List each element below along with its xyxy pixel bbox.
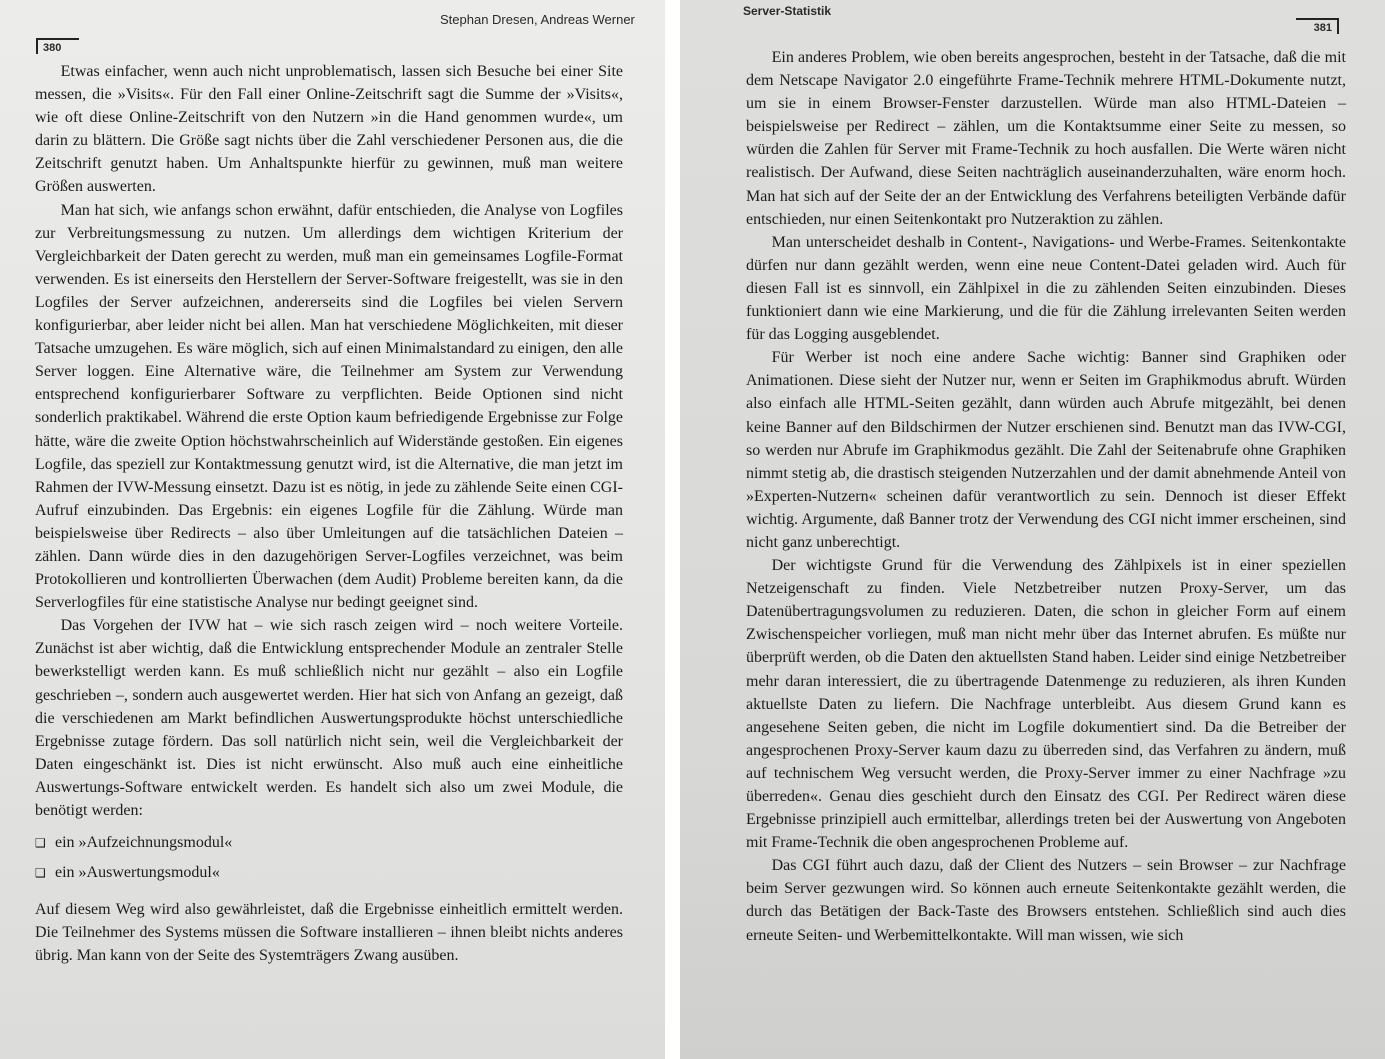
square-bullet-icon: ❑ [35, 836, 46, 851]
paragraph: Man unterscheidet deshalb in Content-, Navigations- und Werbe-Frames. Seitenkontakte dürfen nur dann gezählt werden, wenn eine neue Content-Datei geladen wird. Auch für diesen Fall ist es sinnvoll, ein Zählpixel in die zu zählenden Seiten einzubinden. Dieses funktioniert dann wie eine Markierung, und die für die Zählung irrelevanten Seiten werden für das Logging ausgeblendet. [746, 233, 1346, 344]
paragraph: Etwas einfacher, wenn auch nicht unproblematisch, lassen sich Besuche bei einer Site messen, die »Visits«. Für den Fall einer Online-Zeitschrift sagt die Summe der »Visits«, wie oft diese Online-Zeitschrift von den Nutzern »in die Hand genommen wurde«, um darin zu blättern. Die Größe sagt nichts über die Zahl verschiedener Personen aus, die die Zeitschrift genutzt haben. Um Anhaltspunkte hierfür zu gewinnen, muß man weitere Größen auswerten. [35, 63, 623, 196]
paragraph: Das Vorgehen der IVW hat – wie sich rasch zeigen wird – noch weitere Vorteile. Zunächst ist aber wichtig, daß die Entwicklung entsprechender Module an zentraler Stelle bewerkstelligt werden kann. Es muß schließlich nicht nur gezählt – also ein Logfile geschrieben –, sondern auch ausgewertet werden. Hier hat sich von Anfang an gezeigt, daß die verschiedenen am Markt befindlichen Auswertungsprodukte höchst unterschiedliche Ergebnisse zutage fördern. Das soll natürlich nicht sein, weil die Vergleichbarkeit der Daten eingeschänkt ist. Dies ist nicht erwünscht. Also muß auch eine einheitliche Auswertungs-Software entwickelt werden. Es handelt sich also um zwei Module, die benötigt werden: [35, 617, 623, 819]
square-bullet-icon: ❑ [35, 866, 46, 881]
left-page [0, 0, 665, 1059]
paragraph: Das CGI führt auch dazu, daß der Client des Nutzers – sein Browser – zur Nachfrage beim Server gezwungen wird. So können auch erneute Seitenkontakte gezählt werden, die durch das Betätigen der Back-Taste des Browsers entstehen. Schließlich sind auch dies erneute Seiten- und Werbemittelkontakte. Will man wissen, wie sich [746, 857, 1346, 944]
running-head-left: Stephan Dresen, Andreas Werner [440, 12, 635, 27]
list-item [35, 858, 623, 888]
paragraph: Man hat sich, wie anfangs schon erwähnt, dafür entschieden, die Analyse von Logfiles zur Verbreitungsmessung zu nutzen. Um allerdings dem wichtigen Kriterium der Vergleichbarkeit der Daten gerecht zu werden, muß man ein gemeinsames Logfile-Format verwenden. Es ist einerseits den Herstellern der Server-Software freigestellt, was sie in den Logfiles der Server aufzeichnen, andererseits sind die Logfiles bei vielen Servern konfigurierbar, aber leider nicht bei allen. Man hat verschiedene Möglichkeiten, mit dieser Tatsache umzugehen. Es wäre möglich, sich auf einen Minimalstandard zu einigen, den alle Server loggen. Eine Alternative wäre, die Teilnehmer am System zur Verwendung entsprechend konfigurierbarer Software zu verpflichten. Beide Optionen sind nicht sonderlich praktikabel. Während die erste Option kaum befriedigende Ergebnisse zur Folge hätte, wäre die zweite Option höchstwahrscheinlich auf Widerstände gestoßen. Ein eigenes Logfile, das speziell zur Kontaktmessung genutzt wird, ist die Alternative, die man jetzt im Rahmen der IVW-Messung einsetzt. Dazu ist es nötig, in jede zu zählende Seite einen CGI-Aufruf einzubinden. Das Ergebnis: ein eigenes Logfile für die Zählung. Würde man beispielsweise über Redirects – also über Umleitungen auf die tatsächlichen Dateien – zählen. Dann würde dies in den dazugehörigen Server-Logfiles verzeichnet, was beim Protokollieren und kontrollierten Überwachen (dem Audit) Probleme bereiten kann, da die Serverlogfiles für eine statistische Analyse nur bedingt geeignet sind. [35, 201, 623, 612]
paragraph: Für Werber ist noch eine andere Sache wichtig: Banner sind Graphiken oder Animationen. Diese sieht der Nutzer nur, wenn er Seiten im Graphikmodus abruft. Würden also einfach alle HTML-Seiten gezählt, dann würden auch Abrufe mitgezählt, bei denen keine Banner auf den Bildschirmen der Nutzer erschienen sind. Benutzt man das IVW-CGI, so werden nur Abrufe im Graphikmodus gezählt. Die Zahl der Seitenabrufe ohne Graphiken nimmt stetig ab, die drastisch steigenden Nutzerzahlen und der damit abnehmende Anteil von »Experten-Nutzern« scheinen dafür verantwortlich zu sein. Dennoch ist dieser Effekt wichtig. Argumente, daß Banner trotz der Verwendung des CGI nicht immer erscheinen, sind nicht ganz unberechtigt. [746, 349, 1346, 551]
module-list [35, 828, 623, 888]
right-page [680, 0, 1385, 1059]
list-item [35, 828, 623, 858]
running-head-right: Server-Statistik [743, 4, 832, 18]
page-number-right: 381 [1296, 18, 1339, 34]
paragraph: Ein anderes Problem, wie oben bereits angesprochen, besteht in der Tatsache, daß die mit dem Netscape Navigator 2.0 eingeführte Frame-Technik mehrere HTML-Dokumente nutzt, um sie in einem Browser-Fenster darzustellen. Würde man also HTML-Dateien – beispielsweise per Redirect – zählen, um die Kontaktsumme einer Seite zu messen, so würden die Zahlen für Server mit Frame-Technik zu hoch ausfallen. Die Werte wären nicht realistisch. Der Aufwand, diese Seiten nachträglich auseinanderzuhalten, wäre enorm hoch. Man hat sich auf der Seite der an der Entwicklung des Verfahrens beteiligten Verbände dafür entschieden, nur einen Seitenkontakt pro Nutzeraktion zu zählen. [746, 49, 1346, 228]
list-item-text: ein »Auswertungsmodul« [55, 864, 220, 882]
left-page-body [35, 60, 623, 967]
list-item-text: ein »Aufzeichnungsmodul« [55, 834, 233, 852]
paragraph: Auf diesem Weg wird also gewährleistet, daß die Ergebnisse einheitlich ermittelt werden. Die Teilnehmer des Systems müssen die Software installieren – ihnen bleibt nichts anderes übrig. Man kann von der Seite des Systemträgers Zwang ausüben. [35, 901, 623, 965]
right-page-body [746, 46, 1346, 947]
page-number-left: 380 [36, 38, 79, 54]
paragraph: Der wichtigste Grund für die Verwendung des Zählpixels ist in einer speziellen Netzeigenschaft zu finden. Viele Netzbetreiber nutzen Proxy-Server, um das Datenübertragungsvolumen zu reduzieren. Daten, die schon in gleicher Form auf einem Zwischenspeicher vorliegen, muß man nicht mehr über das Internet abrufen. Es müßte nur überprüft werden, ob die Daten den aktuellsten Stand haben. Leider sind einige Netzbetreiber mehr daran interessiert, die zu übertragende Datenmenge zu reduzieren, als ihren Kunden aktuellste Daten zu liefern. Die Nachfrage unterbleibt. Aus diesem Grund kann es angesehene Seiten geben, die nicht im Logfile dokumentiert sind. Da die Betreiber der angesprochenen Proxy-Server kaum dazu zu überreden sind, das Verfahren zu ändern, muß auf technischem Weg versucht werden, die Proxy-Server immer zu einer Nachfrage »zu überreden«. Genau dies geschieht durch den Einsatz des CGI. Per Redirect wären diese Ergebnisse prinzipiell auch ermittelbar, allerdings treten bei der Auswertung von Angeboten mit Frame-Technik die oben angesprochenen Probleme auf. [746, 557, 1346, 852]
